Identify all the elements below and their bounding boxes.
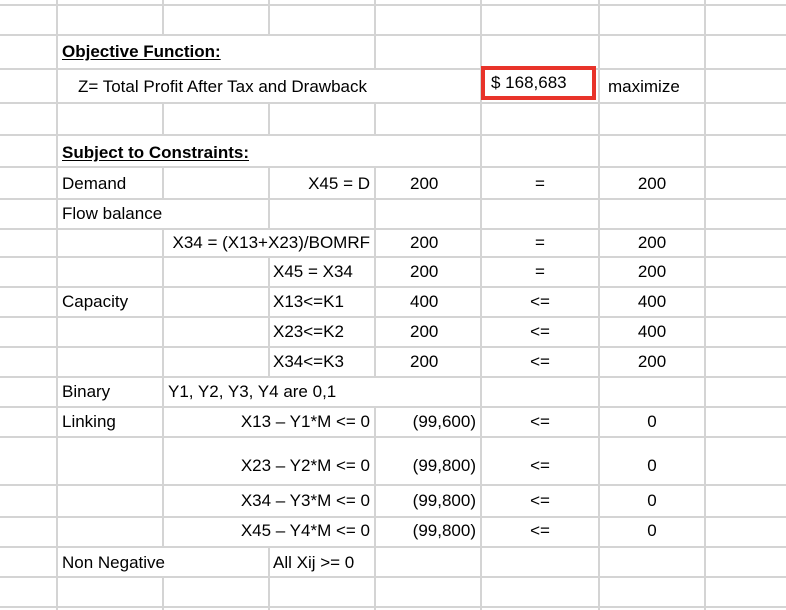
grid-line xyxy=(0,102,786,104)
constraint-expression: X45 = X34 xyxy=(273,262,353,281)
constraint-lhs: (99,800) xyxy=(412,521,476,540)
constraint-lhs: (99,600) xyxy=(412,412,476,431)
constraint-lhs: (99,800) xyxy=(412,456,476,475)
constraint-expression: X34<=K3 xyxy=(273,352,344,371)
constraint-category: Demand xyxy=(62,174,127,193)
constraint-operator: <= xyxy=(530,491,550,510)
constraint-category: Binary xyxy=(62,382,111,401)
constraint-rhs: 200 xyxy=(637,233,667,252)
grid-line xyxy=(0,4,786,6)
constraint-rhs: 0 xyxy=(647,521,657,540)
grid-line xyxy=(0,576,786,578)
constraint-rhs: 200 xyxy=(637,352,667,371)
constraint-operator: <= xyxy=(530,352,550,371)
constraint-operator: <= xyxy=(530,456,550,475)
constraint-rhs: 400 xyxy=(637,292,667,311)
grid-line xyxy=(0,228,786,230)
constraint-rhs: 0 xyxy=(647,412,657,431)
constraint-lhs: 400 xyxy=(410,292,439,311)
objective-value-cell[interactable] xyxy=(481,66,596,100)
constraints-heading: Subject to Constraints: xyxy=(62,143,250,162)
constraint-expression: All Xij >= 0 xyxy=(273,553,355,572)
grid-line xyxy=(0,484,786,486)
constraint-operator: <= xyxy=(530,322,550,341)
grid-line xyxy=(0,606,786,608)
constraint-rhs: 0 xyxy=(647,491,657,510)
constraint-operator: <= xyxy=(530,292,550,311)
constraint-category: Capacity xyxy=(62,292,129,311)
grid-line xyxy=(0,406,786,408)
constraint-expression: X13<=K1 xyxy=(273,292,344,311)
constraint-expression: X45 – Y4*M <= 0 xyxy=(240,521,370,540)
constraint-operator: <= xyxy=(530,412,550,431)
constraint-rhs: 400 xyxy=(637,322,667,341)
grid-line xyxy=(0,346,786,348)
constraint-operator: = xyxy=(535,174,545,193)
constraint-operator: = xyxy=(535,262,545,281)
constraint-lhs: (99,800) xyxy=(412,491,476,510)
grid-line xyxy=(0,436,786,438)
constraint-category: Non Negative xyxy=(62,553,166,572)
constraint-rhs: 200 xyxy=(637,262,667,281)
constraint-expression: X23 – Y2*M <= 0 xyxy=(240,456,370,475)
constraint-expression: X34 = (X13+X23)/BOMRF xyxy=(172,233,370,252)
constraint-rhs: 200 xyxy=(637,174,667,193)
objective-direction: maximize xyxy=(608,77,680,96)
constraint-lhs: 200 xyxy=(410,322,439,341)
constraint-lhs: 200 xyxy=(410,262,439,281)
constraint-lhs: 200 xyxy=(410,352,439,371)
objective-heading: Objective Function: xyxy=(62,42,221,61)
grid-line xyxy=(0,166,786,168)
objective-value: $ 168,683 xyxy=(491,73,567,92)
grid-line xyxy=(0,256,786,258)
constraint-expression: X23<=K2 xyxy=(273,322,344,341)
constraint-expression: X34 – Y3*M <= 0 xyxy=(240,491,370,510)
constraint-operator: = xyxy=(535,233,545,252)
grid-line xyxy=(0,516,786,518)
constraint-operator: <= xyxy=(530,521,550,540)
constraint-lhs: 200 xyxy=(410,233,439,252)
grid-line xyxy=(704,0,706,610)
constraint-rhs: 0 xyxy=(647,456,657,475)
constraint-category: Flow balance xyxy=(62,204,163,223)
constraint-expression: X13 – Y1*M <= 0 xyxy=(240,412,370,431)
constraint-category: Linking xyxy=(62,412,116,431)
constraint-lhs: 200 xyxy=(410,174,439,193)
constraint-expression: Y1, Y2, Y3, Y4 are 0,1 xyxy=(168,382,337,401)
grid-line xyxy=(0,316,786,318)
constraint-expression: X45 = D xyxy=(308,174,370,193)
objective-label: Z= Total Profit After Tax and Drawback xyxy=(78,77,367,96)
grid-line xyxy=(0,286,786,288)
